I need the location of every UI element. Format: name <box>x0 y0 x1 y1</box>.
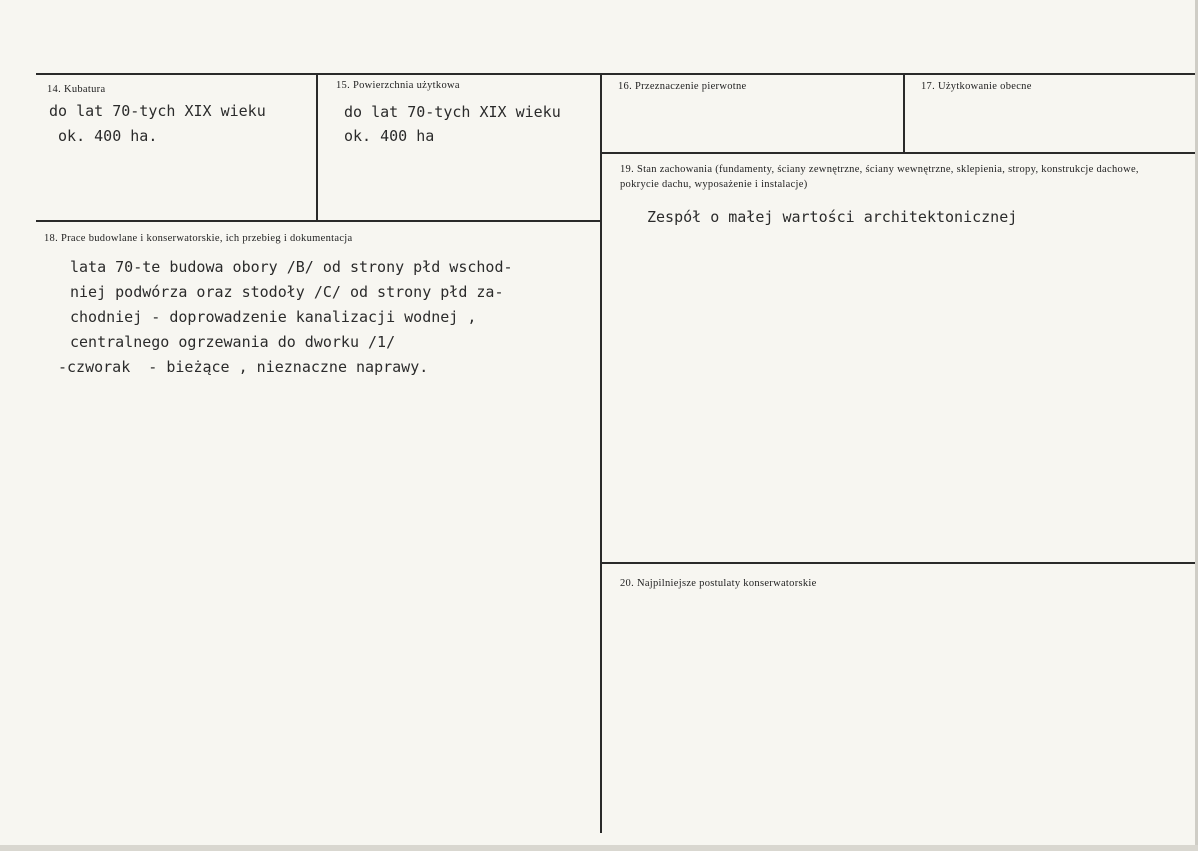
field-18-label: 18. Prace budowlane i konserwatorskie, ich przebieg i dokumentacja <box>44 233 353 244</box>
col-divider-14-15 <box>316 73 318 221</box>
field-18-line-1: lata 70-te budowa obory /B/ od strony płd wschod- <box>70 258 513 276</box>
field-15-label: 15. Powierzchnia użytkowa <box>336 80 460 91</box>
field-20-label: 20. Najpilniejsze postulaty konserwatorskie <box>620 578 817 589</box>
field-17-label: 17. Użytkowanie obecne <box>921 81 1032 92</box>
field-18-line-2: niej podwórza oraz stodoły /C/ od strony płd za- <box>70 283 504 301</box>
field-15-line-1: do lat 70-tych XIX wieku <box>344 103 561 121</box>
mid-right-rule <box>602 152 1196 154</box>
mid-left-rule <box>36 220 602 222</box>
field-18-line-3: chodniej - doprowadzenie kanalizacji wodnej , <box>70 308 477 326</box>
field-18-line-4: centralnego ogrzewania do dworku /1/ <box>70 333 396 351</box>
field-16-label: 16. Przeznaczenie pierwotne <box>618 81 747 92</box>
col-divider-16-17 <box>903 73 905 153</box>
field-14-label: 14. Kubatura <box>47 84 106 95</box>
field-14-line-1: do lat 70-tych XIX wieku <box>49 102 266 120</box>
card-edge-bottom <box>0 845 1198 851</box>
field-18-line-5: -czworak - bieżące , nieznaczne naprawy. <box>58 358 429 376</box>
field-14-line-2: ok. 400 ha. <box>49 127 158 145</box>
field-19-line-1: Zespół o małej wartości architektonicznej <box>647 208 1018 226</box>
field-19-label: 19. Stan zachowania (fundamenty, ściany zewnętrzne, ściany wewnętrzne, sklepienia, stropy, konstrukcje dachowe, pokrycie dachu, wyposażenie i instalacje) <box>620 164 1139 190</box>
field-15-line-2: ok. 400 ha <box>344 127 435 145</box>
top-rule <box>36 73 1198 75</box>
lower-right-rule <box>602 562 1196 564</box>
